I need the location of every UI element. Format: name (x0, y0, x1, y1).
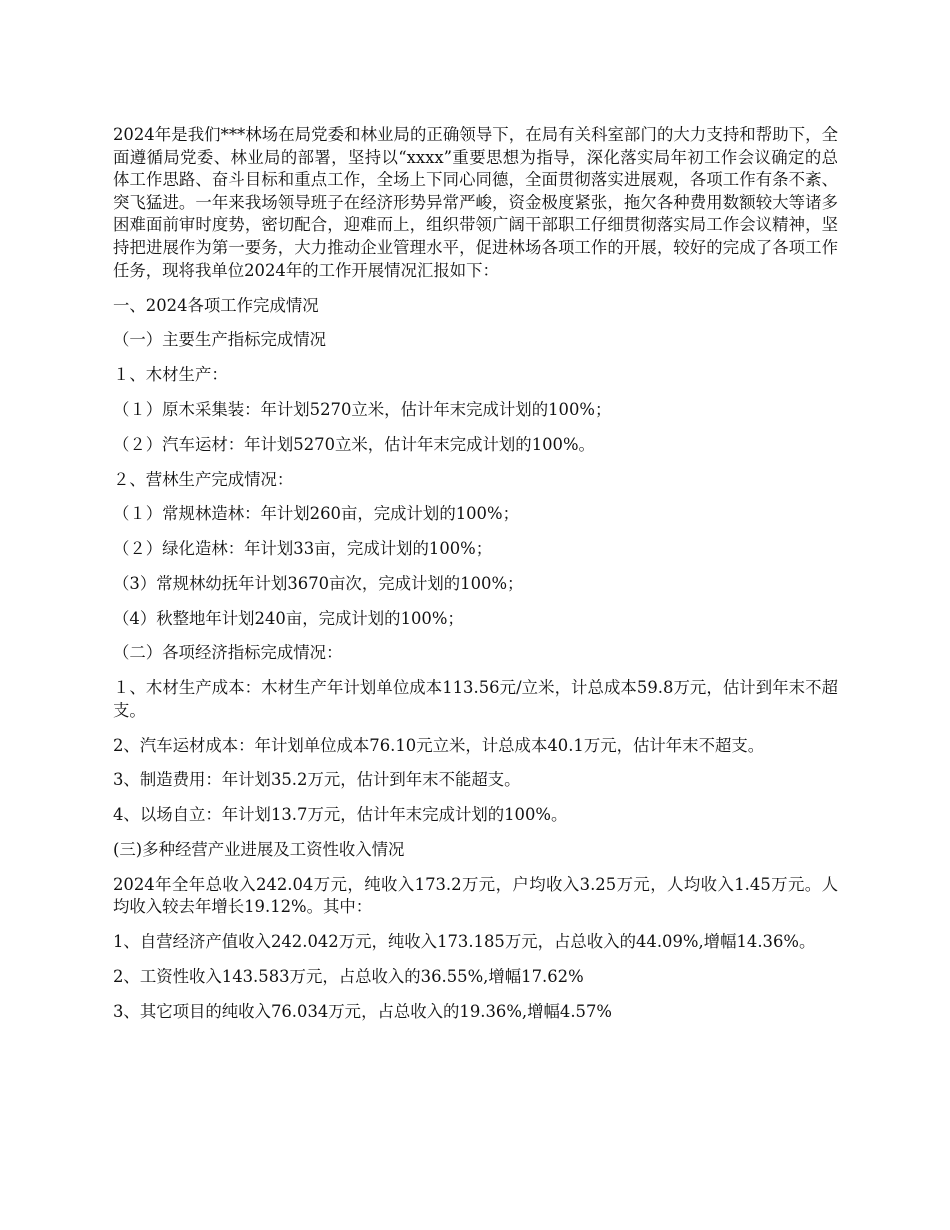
item-heading-forestry-production: ２、营林生产完成情况： (113, 469, 294, 489)
list-item-regular-afforestation: （１）常规林造林：年计划260亩，完成计划的100%； (113, 504, 519, 524)
list-item-other-income: 3、其它项目的纯收入76.034万元，占总收入的19.36%,增幅4.57% (113, 1001, 612, 1021)
section-heading-1: 一、2024各项工作完成情况 (113, 295, 319, 315)
item-heading-timber-production: １、木材生产： (113, 365, 228, 385)
list-item-autumn-land-prep: （4）秋整地年计划240亩，完成计划的100%； (113, 608, 464, 628)
list-item-manufacturing-cost: 3、制造费用：年计划35.2万元，估计到年末不能超支。 (113, 770, 521, 790)
document-page (113, 124, 838, 1035)
list-item-young-forest-tending: （3）常规林幼抚年计划3670亩次，完成计划的100%； (113, 573, 524, 593)
list-item-green-afforestation: （２）绿化造林：年计划33亩，完成计划的100%； (113, 539, 493, 559)
list-item-timber-cost: １、木材生产成本：木材生产年计划单位成本113.56元/立米，计总成本59.8万元，估计到年末不超支。 (113, 678, 838, 720)
intro-paragraph: 2024年是我们***林场在局党委和林业局的正确领导下，在局有关科室部门的大力支持和帮助下，全面遵循局党委、林业局的部署，坚持以“xxxx”重要思想为指导，深化落实局年初工作会议确定的总体工作思路、奋斗目标和重点工作，全场上下同心同德，全面贯彻落实进展观，各项工作有条不紊、突飞猛进。一年来我场领导班子在经济形势异常严峻，资金极度紧张，拖欠各种费用数额较大等诸多困难面前审时度势，密切配合，迎难而上，组织带领广阔干部职工仔细贯彻落实局工作会议精神，坚持把进展作为第一要务，大力推动企业管理水平，促进林场各项工作的开展，较好的完成了各项工作任务，现将我单位2024年的工作开展情况汇报如下： (113, 125, 838, 280)
list-item-wage-income: 2、工资性收入143.583万元，占总收入的36.55%,增幅17.62% (113, 966, 584, 986)
subsection-heading-3: (三)多种经营产业进展及工资性收入情况 (113, 839, 405, 859)
subsection-heading-2: （二）各项经济指标完成情况： (113, 643, 343, 663)
income-summary-paragraph: 2024年全年总收入242.04万元，纯收入173.2万元，户均收入3.25万元，人均收入1.45万元。人均收入较去年增长19.12%。其中： (113, 874, 838, 917)
subsection-heading-1: （一）主要生产指标完成情况 (113, 330, 327, 350)
list-item-log-collection: （１）原木采集装：年计划5270立米，估计年末完成计划的100%； (113, 400, 612, 419)
list-item-truck-transport: （２）汽车运材：年计划5270立米，估计年末完成计划的100%。 (113, 434, 595, 454)
list-item-self-operated-income: 1、自营经济产值收入242.042万元，纯收入173.185万元，占总收入的44.09%,增幅14.36%。 (113, 932, 816, 952)
list-item-self-support: 4、以场自立：年计划13.7万元，估计年末完成计划的100%。 (113, 805, 568, 825)
list-item-transport-cost: 2、汽车运材成本：年计划单位成本76.10元立米，计总成本40.1万元，估计年末不超支。 (113, 735, 765, 755)
